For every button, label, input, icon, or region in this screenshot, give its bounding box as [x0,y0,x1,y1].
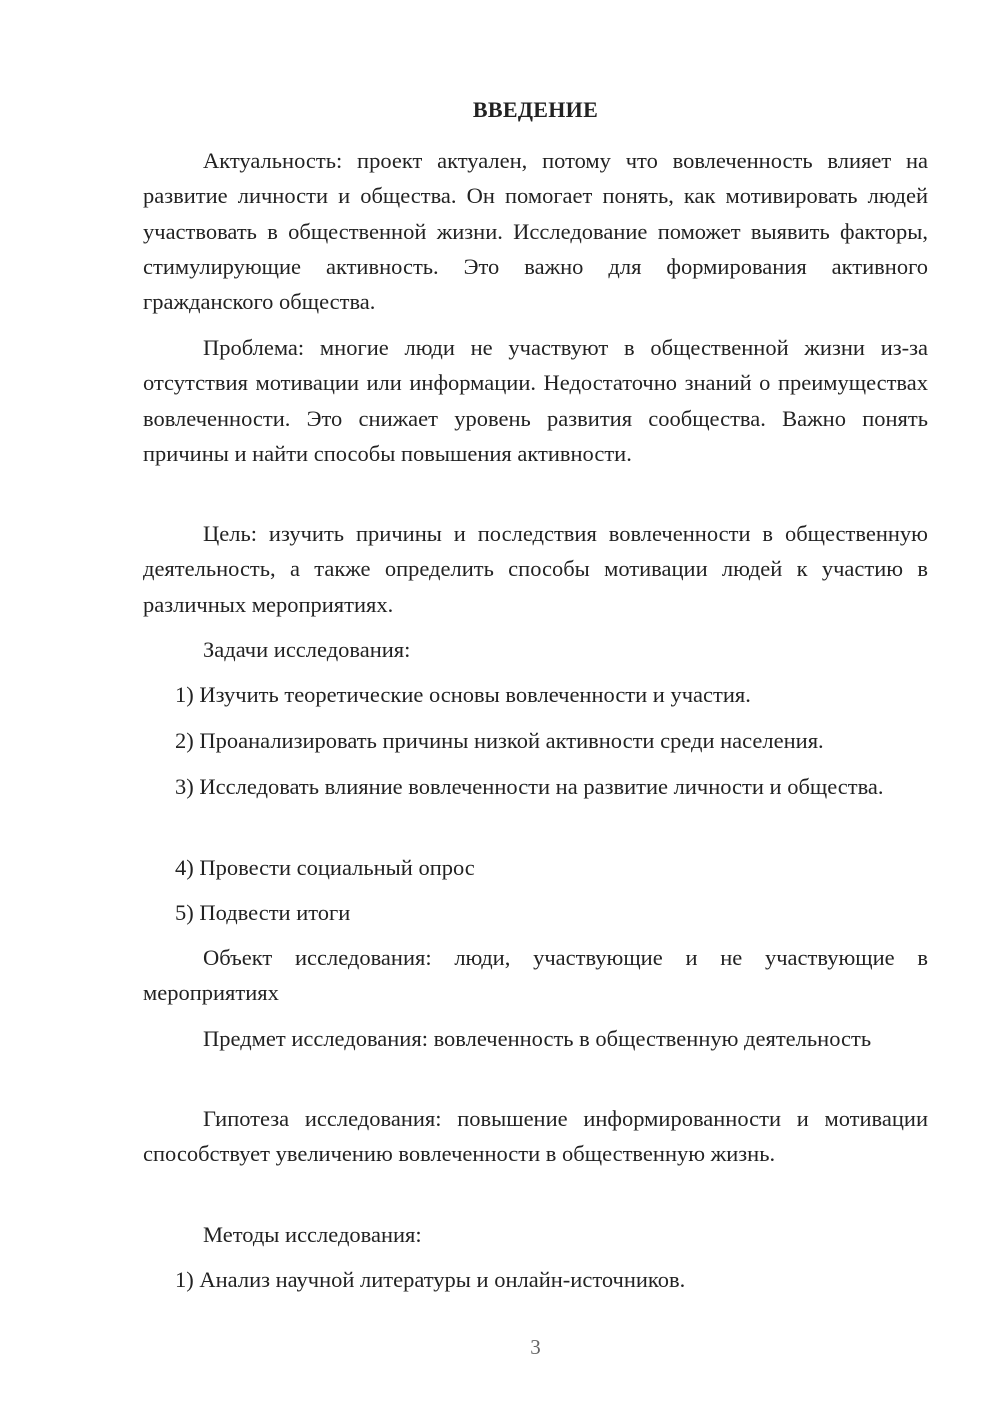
method-item-1: 1) Анализ научной литературы и онлайн-источников. [175,1267,686,1292]
page-title: ВВЕДЕНИЕ [472,97,599,122]
goal-paragraph: Цель: изучить причины и последствия вовлеченности в общественную деятельность, а также определить способы мотивации людей к участию в различных мероприятиях. [143,521,928,617]
problem-paragraph: Проблема: многие люди не участвуют в общественной жизни из-за отсутствия мотивации или информации. Недостаточно знаний о преимуществах вовлеченности. Это снижает уровень развития сообщества. Важно понять причины и найти способы повышения активности. [143,335,928,466]
page-number: 3 [530,1335,541,1359]
task-item-5: 5) Подвести итоги [175,900,351,925]
relevance-paragraph: Актуальность: проект актуален, потому что вовлеченность влияет на развитие личности и общества. Он помогает понять, как мотивировать людей участвовать в общественной жизни. Исследование поможет выявить факторы, стимулирующие активность. Это важно для формирования активного гражданского общества. [143,148,928,315]
methods-heading: Методы исследования: [203,1222,422,1247]
hypothesis-paragraph: Гипотеза исследования: повышение информированности и мотивации способствует увеличению вовлеченности в общественную жизнь. [143,1106,928,1167]
task-item-1: 1) Изучить теоретические основы вовлеченности и участия. [175,682,751,707]
task-item-2: 2) Проанализировать причины низкой активности среди населения. [175,728,824,753]
document-page [143,0,928,1414]
object-paragraph: Объект исследования: люди, участвующие и не участвующие в мероприятиях [143,945,928,1006]
subject-paragraph: Предмет исследования: вовлеченность в общественную деятельность [203,1026,872,1051]
task-item-4: 4) Провести социальный опрос [175,855,475,880]
task-item-3: 3) Исследовать влияние вовлеченности на развитие личности и общества. [175,774,884,799]
tasks-heading: Задачи исследования: [203,637,411,662]
